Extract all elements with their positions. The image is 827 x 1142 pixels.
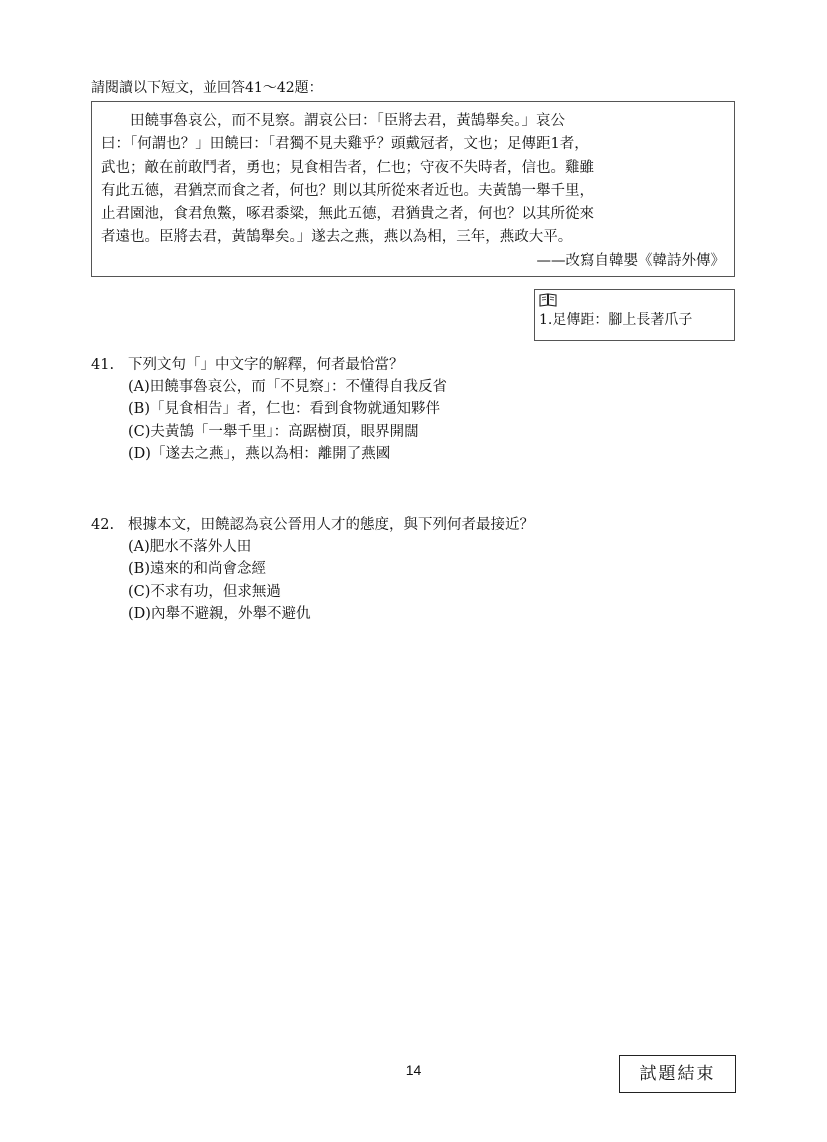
answer-option: (C)夫黃鵠「一舉千里」：高踞樹頂，眼界開闊 [128,423,419,440]
answer-option: (B)遠來的和尚會念經 [128,561,266,578]
passage-line: 田饒事魯哀公，而不見察。謂哀公曰：「臣將去君，黃鵠舉矣。」哀公 [101,113,565,129]
passage-line: 武也；敵在前敢鬥者，勇也；見食相告者，仁也；守夜不失時者，信也。雞雖 [101,159,594,176]
exam-end-label: 試題結束 [619,1055,736,1093]
passage-line: 有此五德，君猶烹而食之者，何也？則以其所從來者近也。夫黃鵠一舉千里， [101,182,594,199]
answer-option: (A)肥水不落外人田 [128,539,252,555]
question-42 [91,514,534,625]
answer-option: (C)不求有功，但求無過 [128,583,281,600]
question-stem [91,514,534,536]
annotation-box [534,289,735,341]
book-icon [539,293,557,307]
reading-instruction: 請閱讀以下短文，並回答41～42題： [91,80,323,96]
passage-box [91,101,735,277]
question-number: 42. [91,517,115,533]
passage-line: 者遠也。臣將去君，黃鵠舉矣。」遂去之燕，燕以為相，三年，燕政大平。 [101,229,573,246]
page-number: 14 [405,1062,422,1078]
question-text: 根據本文，田饒認為哀公晉用人才的態度，與下列何者最接近？ [128,517,534,533]
passage-line: 止君園池，食君魚鱉，啄君黍粱，無此五德，君猶貴之者，何也？以其所從來 [101,206,594,223]
answer-option: (A)田饒事魯哀公，而「不見察」：不懂得自我反省 [128,379,448,395]
passage-line: 曰：「何謂也？」田饒曰：「君獨不見夫雞乎？頭戴冠者，文也；足傳距1者， [101,136,589,153]
question-41 [91,354,447,465]
answer-option: (D)「遂去之燕」，燕以為相：離開了燕國 [128,445,391,462]
question-number: 41. [91,357,115,373]
passage-source: ——改寫自韓嬰《韓詩外傳》 [536,252,725,269]
question-stem [91,354,447,376]
answer-option: (D)內舉不避親，外舉不避仇 [128,605,311,622]
answer-option: (B)「見食相告」者，仁也：看到食物就通知夥伴 [128,401,440,418]
annotation-text: 1.足傳距：腳上長著爪子 [539,312,693,328]
question-text: 下列文句「」中文字的解釋，何者最恰當？ [128,357,404,373]
